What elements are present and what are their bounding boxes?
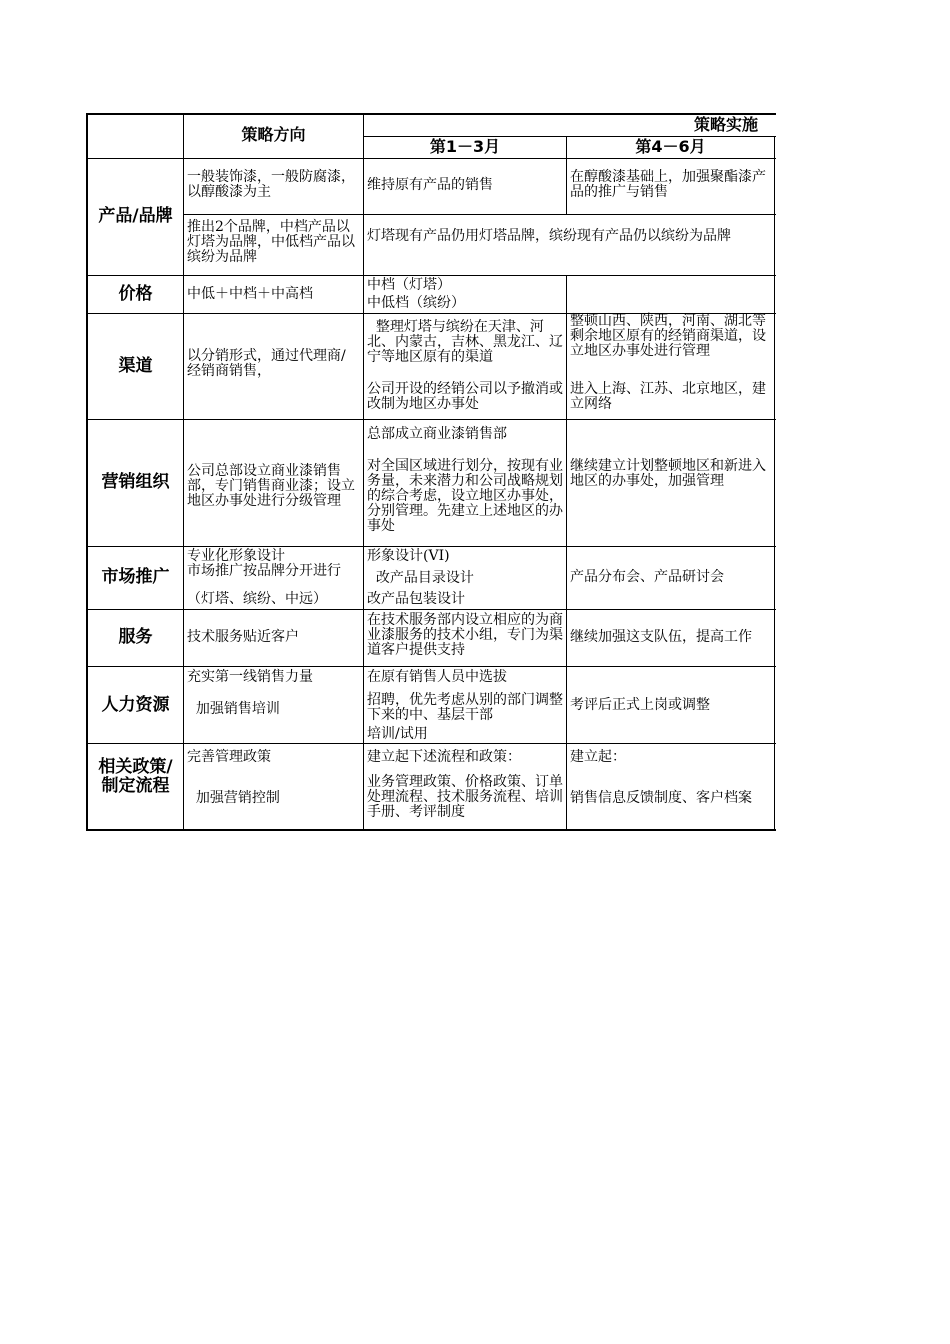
category-policy: 相关政策/制定流程 <box>98 757 173 796</box>
table-top-border <box>86 113 776 115</box>
header-implementation: 策略实施 <box>694 115 759 134</box>
category-product: 产品/品牌 <box>98 206 173 226</box>
category-organization: 营销组织 <box>101 472 170 492</box>
product-period-span-b: 灯塔现有产品仍用灯塔品牌，缤纷现有产品仍以缤纷为品牌 <box>367 228 731 244</box>
price-period1-line2: 中低档（缤纷） <box>367 295 465 311</box>
product-direction-a: 一般装饰漆，一般防腐漆，以醇酸漆为主 <box>187 169 355 200</box>
channel-period1-a: 整理灯塔与缤纷在天津、河北、内蒙古，吉林、黑龙江、辽宁等地区原有的渠道 <box>367 319 563 365</box>
category-service: 服务 <box>118 627 153 647</box>
product-period2-a: 在醇酸漆基础上，加强聚酯漆产品的推广与销售 <box>570 169 766 200</box>
column-divider <box>774 136 775 831</box>
channel-period2-a: 整顿山西、陕西，河南、湖北等剩余地区原有的经销商渠道，设立地区办事处进行管理 <box>570 313 766 359</box>
promotion-period1-a: 形象设计(VI) <box>367 548 450 564</box>
hr-period1-c: 培训/试用 <box>367 726 428 742</box>
policy-period1-b: 业务管理政策、价格政策、订单处理流程、技术服务流程、培训手册、考评制度 <box>367 774 563 820</box>
hr-period2: 考评后正式上岗或调整 <box>570 697 710 713</box>
category-channel: 渠道 <box>118 356 153 376</box>
row-divider <box>86 743 776 744</box>
organization-period1-b: 对全国区域进行划分，按现有业务量，未来潜力和公司战略规划的综合考虑，设立地区办事处，分别管理。先建立上述地区的办事处 <box>367 458 563 534</box>
table-bottom-border <box>86 829 776 831</box>
policy-period1-a: 建立起下述流程和政策： <box>367 749 521 765</box>
service-period2: 继续加强这支队伍，提高工作 <box>570 629 752 645</box>
header-period-1: 第1－3月 <box>429 137 501 156</box>
policy-direction-a: 完善管理政策 <box>187 749 271 765</box>
header-direction: 策略方向 <box>241 125 306 144</box>
column-divider <box>566 275 567 831</box>
promotion-direction-c: （灯塔、缤纷、中远） <box>187 591 327 607</box>
hr-period1-b: 招聘，优先考虑从别的部门调整下来的中、基层干部 <box>367 692 563 723</box>
organization-direction: 公司总部设立商业漆销售部，专门销售商业漆；设立地区办事处进行分级管理 <box>187 463 355 509</box>
channel-period2-b: 进入上海、江苏、北京地区，建立网络 <box>570 381 766 412</box>
organization-period2: 继续建立计划整顿地区和新进入地区的办事处，加强管理 <box>570 458 766 489</box>
category-price: 价格 <box>118 284 153 304</box>
promotion-period1-b: 改产品目录设计 <box>367 570 474 586</box>
policy-direction-b: 加强营销控制 <box>187 790 280 806</box>
policy-period2-b: 销售信息反馈制度、客户档案 <box>570 790 752 806</box>
column-divider <box>363 113 364 831</box>
row-divider <box>86 546 776 547</box>
strategy-table <box>86 113 776 831</box>
service-direction: 技术服务贴近客户 <box>187 629 299 645</box>
product-period1-a: 维持原有产品的销售 <box>367 177 493 193</box>
hr-direction-b: 加强销售培训 <box>187 701 280 717</box>
price-period1-line1: 中档（灯塔） <box>367 277 451 293</box>
category-promotion: 市场推广 <box>101 567 170 587</box>
promotion-period2: 产品分布会、产品研讨会 <box>570 569 724 585</box>
row-divider <box>86 609 776 610</box>
row-divider <box>86 666 776 667</box>
price-direction: 中低＋中档＋中高档 <box>187 286 313 302</box>
header-period-2: 第4－6月 <box>635 137 706 156</box>
promotion-period1-c: 改产品包装设计 <box>367 591 465 607</box>
channel-period1-b: 公司开设的经销公司以予撤消或改制为地区办事处 <box>367 381 563 412</box>
service-period1: 在技术服务部内设立相应的为商业漆服务的技术小组，专门为渠道客户提供支持 <box>367 612 563 658</box>
header-bottom-border <box>86 158 776 159</box>
organization-period1-a: 总部成立商业漆销售部 <box>367 426 507 442</box>
row-divider <box>86 275 776 276</box>
column-divider <box>183 113 184 831</box>
period-header-divider <box>363 136 776 137</box>
category-hr: 人力资源 <box>101 695 170 715</box>
hr-direction-a: 充实第一线销售力量 <box>187 669 313 685</box>
promotion-direction-b: 市场推广按品牌分开进行 <box>187 563 341 579</box>
promotion-direction-a: 专业化形象设计 <box>187 548 285 564</box>
product-inner-divider <box>183 214 776 215</box>
channel-direction: 以分销形式，通过代理商/经销商销售， <box>187 348 346 379</box>
product-direction-b: 推出2个品牌，中档产品以灯塔为品牌，中低档产品以缤纷为品牌 <box>187 219 355 265</box>
row-divider <box>86 419 776 420</box>
policy-period2-a: 建立起： <box>570 749 626 765</box>
hr-period1-a: 在原有销售人员中选拔 <box>367 669 507 685</box>
